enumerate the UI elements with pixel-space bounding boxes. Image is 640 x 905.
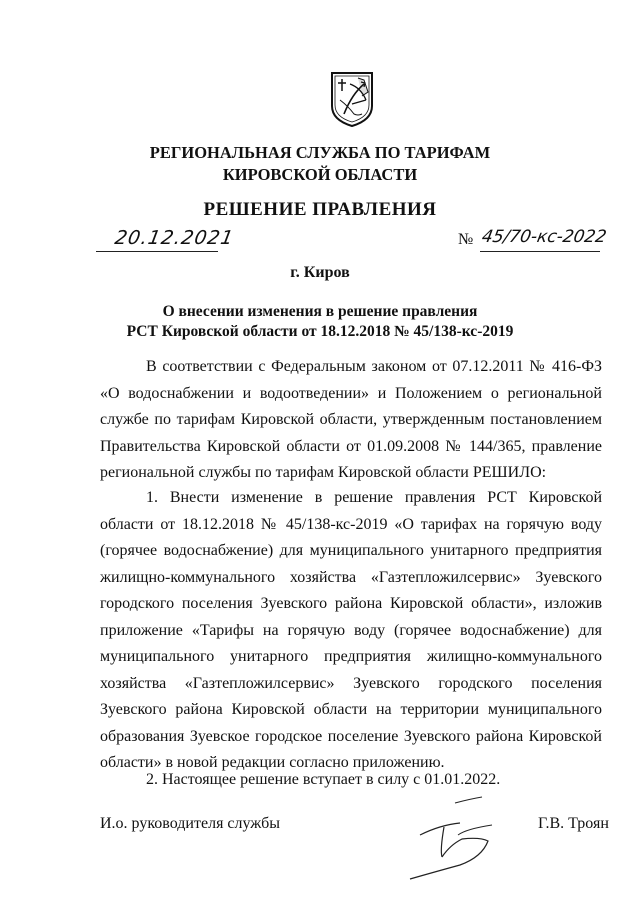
coat-of-arms-emblem bbox=[328, 70, 376, 128]
number-label: № bbox=[458, 231, 474, 248]
clause-2-paragraph: 2. Настоящее решение вступает в силу с 01.01.2022. bbox=[146, 771, 501, 788]
document-date: 20.12.2021 bbox=[113, 227, 236, 249]
clause-1-paragraph: 1. Внести изменение в решение правления РСТ Кировской области от 18.12.2018 № 45/138-кс-2019 «О тарифах на горячую воду (горячее водоснабжение) для муниципального унитарного предприятия жилищно-коммунального хозяйства «Газтепложилсервис» Зуевского городского поселения Зуевского района Кировской области», изложив приложение «Тарифы на горячую воду (горячее водоснабжение) для муниципального унитарного предприятия жилищно-коммунального хозяйства «Газтепложилсервис» Зуевского городского поселения Зуевского района Кировской области на территории муниципального образования Зуевское городское поселение Зуевского района Кировской области» в новой редакции согласно приложению. bbox=[100, 489, 602, 771]
number-underline bbox=[480, 251, 600, 252]
organization-name-line1: РЕГИОНАЛЬНАЯ СЛУЖБА ПО ТАРИФАМ bbox=[149, 143, 491, 162]
date-underline bbox=[96, 251, 218, 252]
signer-name: Г.В. Троян bbox=[538, 815, 609, 832]
document-number: 45/70-кс-2022 bbox=[480, 227, 608, 247]
subject-line2: РСТ Кировской области от 18.12.2018 № 45/138-кс-2019 bbox=[126, 323, 514, 340]
signer-position: И.о. руководителя службы bbox=[100, 815, 281, 832]
organization-name-line2: КИРОВСКОЙ ОБЛАСТИ bbox=[222, 165, 418, 184]
preamble-paragraph: В соответствии с Федеральным законом от 07.12.2011 № 416-ФЗ «О водоснабжении и водоотведении» и Положением о региональной службе по тарифам Кировской области, утвержденным постановлением Правительства Кировской области от 01.09.2008 № 144/365, правление региональной службы по тарифам Кировской области РЕШИЛО: bbox=[100, 358, 602, 481]
handwritten-signature bbox=[400, 795, 520, 880]
city: г. Киров bbox=[290, 264, 350, 281]
subject-line1: О внесении изменения в решение правления bbox=[162, 303, 478, 320]
document-title: РЕШЕНИЕ ПРАВЛЕНИЯ bbox=[203, 199, 437, 220]
